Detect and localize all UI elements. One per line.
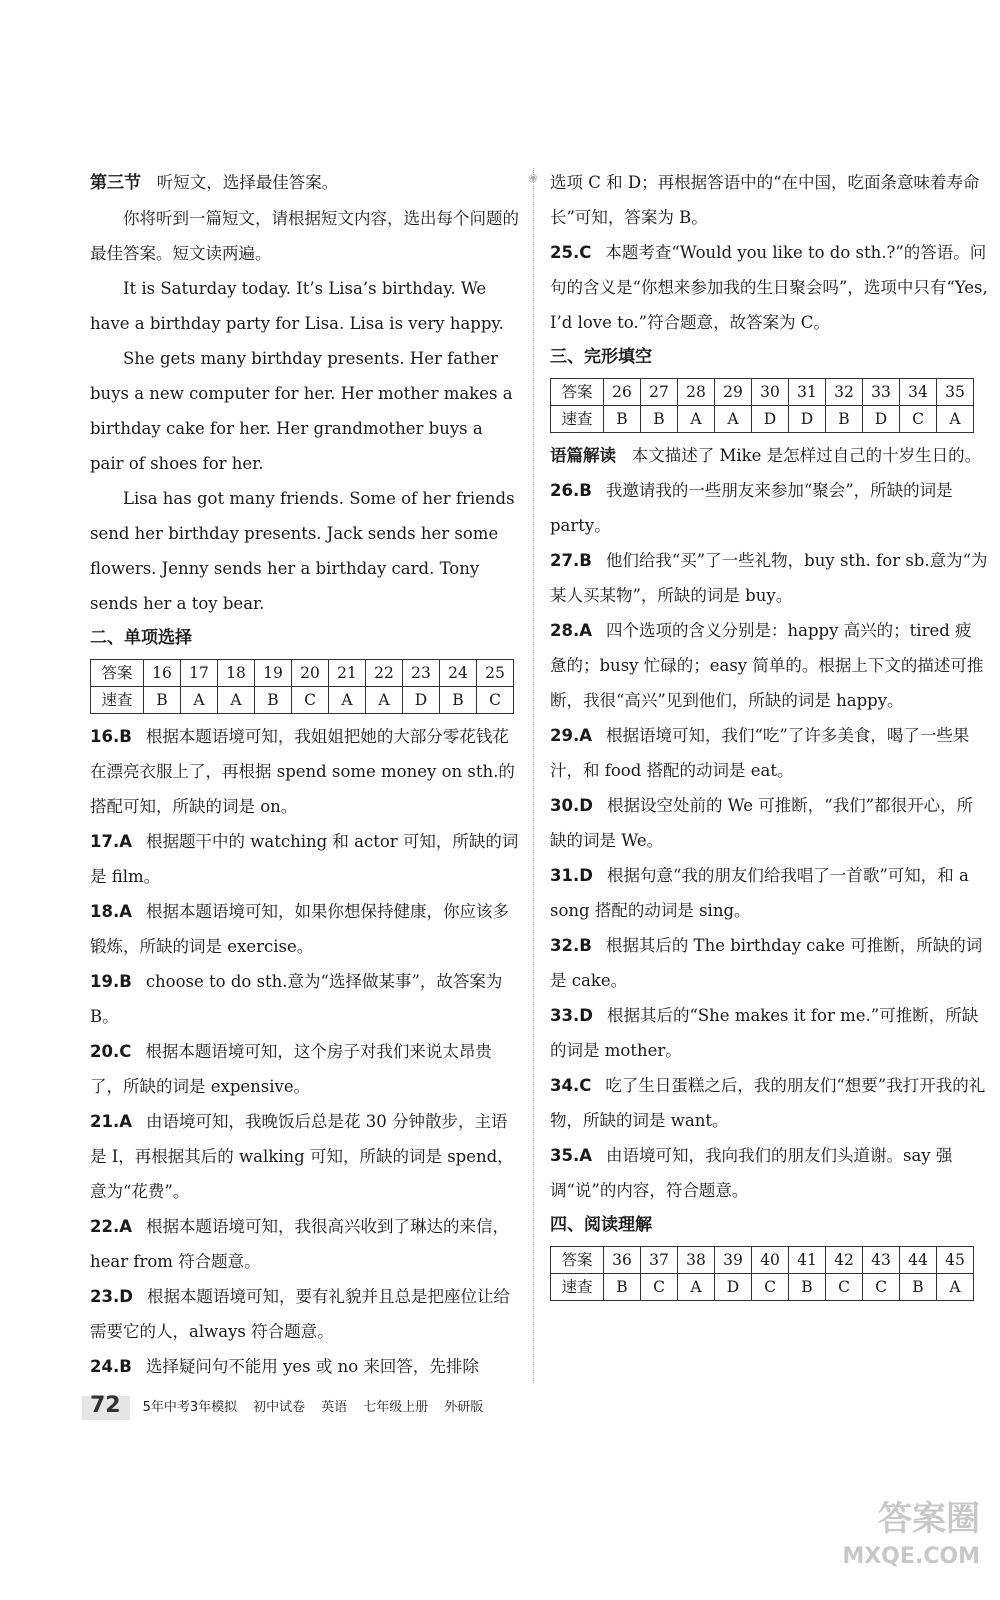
item-text: choose to do sth.意为“选择做某事”，故答案为 B。 xyxy=(90,972,503,1026)
footer-subject: 英语 xyxy=(321,1400,348,1415)
item-text: 根据本题语境可知，我姐姐把她的大部分零花钱花在漂亮衣服上了，再根据 spend some money on sth.的搭配可知，所缺的词是 on。 xyxy=(90,727,515,816)
passage-paragraph-1: It is Saturday today. It’s Lisa’s birthday. We have a birthday party for Lisa. Lisa is very happy. xyxy=(90,279,504,333)
table-header: 答案 xyxy=(551,1247,604,1274)
table-cell: A xyxy=(678,1274,715,1301)
table-cell: 25 xyxy=(477,660,514,687)
table-cell: 34 xyxy=(900,379,937,406)
table-cell: C xyxy=(900,406,937,433)
table-cell: 30 xyxy=(752,379,789,406)
answer-table-part4 xyxy=(550,1246,974,1301)
table-cell: 32 xyxy=(826,379,863,406)
table-cell: 24 xyxy=(440,660,477,687)
table-cell: A xyxy=(329,687,366,714)
item-text: 他们给我“买”了一些礼物，buy sth. for sb.意为“为某人买某物”，所缺的词是 buy。 xyxy=(550,551,988,605)
footer-series: 5年中考3年模拟 xyxy=(142,1400,238,1415)
table-cell: 39 xyxy=(715,1247,752,1274)
answer-item xyxy=(550,788,988,858)
answer-item xyxy=(550,1138,988,1208)
table-cell: 21 xyxy=(329,660,366,687)
table-cell: B xyxy=(144,687,181,714)
table-cell: A xyxy=(218,687,255,714)
table-cell: C xyxy=(826,1274,863,1301)
item-text: 由语境可知，我晚饭后总是花 30 分钟散步，主语是 I，再根据其后的 walking 可知，所缺的词是 spend，意为“花费”。 xyxy=(90,1112,514,1201)
section3-header xyxy=(90,165,520,201)
part4-title: 四、阅读理解 xyxy=(550,1215,652,1235)
table-cell: B xyxy=(440,687,477,714)
table-cell: 22 xyxy=(366,660,403,687)
table-cell: 33 xyxy=(863,379,900,406)
table-cell: D xyxy=(403,687,440,714)
table-cell: 28 xyxy=(678,379,715,406)
answer-item xyxy=(90,1279,520,1349)
table-cell: 40 xyxy=(752,1247,789,1274)
item-number: 22.A xyxy=(90,1217,132,1236)
table-cell: 31 xyxy=(789,379,826,406)
answer-item xyxy=(550,858,988,928)
table-cell: B xyxy=(255,687,292,714)
passage-paragraph-2: She gets many birthday presents. Her father buys a new computer for her. Her mother makes a birthday cake for her. Her grandmother buys a pair of shoes for her. xyxy=(90,349,513,473)
answer-item xyxy=(90,1209,520,1279)
table-cell: 45 xyxy=(937,1247,974,1274)
table-cell: A xyxy=(678,406,715,433)
answer-item xyxy=(550,718,988,788)
answer-item xyxy=(550,998,988,1068)
answer-table-part3 xyxy=(550,378,974,433)
table-cell: 36 xyxy=(604,1247,641,1274)
item-text: 本题考查“Would you like to do sth.?”的答语。问句的含义是“你想来参加我的生日聚会吗”，选项中只有“Yes, I’d love to.”符合题意，故答案为 C。 xyxy=(550,243,988,332)
table-cell: A xyxy=(366,687,403,714)
item-number: 18.A xyxy=(90,902,132,921)
table-cell: 18 xyxy=(218,660,255,687)
table-cell: 23 xyxy=(403,660,440,687)
item-text: 根据句意“我的朋友们给我唱了一首歌”可知，和 a song 搭配的动词是 sing。 xyxy=(550,866,969,920)
divider-ornament-icon: ❀ xyxy=(527,171,539,185)
continued-text: 选项 C 和 D；再根据答语中的“在中国，吃面条意味着寿命长”可知，答案为 B。 xyxy=(550,173,980,227)
item-text: 吃了生日蛋糕之后，我的朋友们“想要”我打开我的礼物，所缺的词是 want。 xyxy=(550,1076,986,1130)
item-text: 根据本题语境可知，我很高兴收到了琳达的来信，hear from 符合题意。 xyxy=(90,1217,509,1271)
part3-title: 三、完形填空 xyxy=(550,347,652,367)
item-number: 16.B xyxy=(90,727,132,746)
table-cell: B xyxy=(900,1274,937,1301)
item-number: 20.C xyxy=(90,1042,132,1061)
table-cell: 44 xyxy=(900,1247,937,1274)
table-header: 答案 xyxy=(551,379,604,406)
left-column xyxy=(90,165,520,1384)
table-cell: 27 xyxy=(641,379,678,406)
answer-item xyxy=(90,1349,520,1384)
table-cell: A xyxy=(715,406,752,433)
item-number: 31.D xyxy=(550,866,593,885)
table-cell: 41 xyxy=(789,1247,826,1274)
table-cell: 38 xyxy=(678,1247,715,1274)
answer-item xyxy=(90,719,520,824)
item-number: 23.D xyxy=(90,1287,133,1306)
watermark-url: MXQE.COM xyxy=(842,1544,980,1569)
item-number: 17.A xyxy=(90,832,132,851)
item-text: 根据语境可知，我们“吃”了许多美食，喝了一些果汁，和 food 搭配的动词是 eat。 xyxy=(550,726,970,780)
item-text: 根据本题语境可知，如果你想保持健康，你应该多锻炼，所缺的词是 exercise。 xyxy=(90,902,509,956)
table-cell: 20 xyxy=(292,660,329,687)
answer-item xyxy=(550,235,988,340)
item-text: 根据其后的“She makes it for me.”可推断，所缺的词是 mother。 xyxy=(550,1006,979,1060)
item-text: 选择疑问句不能用 yes 或 no 来回答，先排除 xyxy=(145,1357,479,1376)
table-cell: B xyxy=(641,406,678,433)
watermark-logo xyxy=(842,1500,980,1576)
item-number: 32.B xyxy=(550,936,592,955)
answer-item xyxy=(550,928,988,998)
table-header: 速查 xyxy=(551,406,604,433)
answer-item xyxy=(90,894,520,964)
right-column xyxy=(550,165,988,1306)
table-cell: B xyxy=(604,1274,641,1301)
item-number: 35.A xyxy=(550,1146,592,1165)
answer-item xyxy=(90,1034,520,1104)
table-cell: 26 xyxy=(604,379,641,406)
table-cell: 17 xyxy=(181,660,218,687)
table-cell: 37 xyxy=(641,1247,678,1274)
table-cell: D xyxy=(715,1274,752,1301)
section3-text: 听短文，选择最佳答案。 xyxy=(156,173,339,192)
item-number: 25.C xyxy=(550,243,592,262)
item-text: 四个选项的含义分别是：happy 高兴的；tired 疲惫的；busy 忙碌的；easy 简单的。根据上下文的描述可推断，我很“高兴”见到他们，所缺的词是 happy。 xyxy=(550,621,984,710)
item-number: 27.B xyxy=(550,551,592,570)
section3-instruction: 你将听到一篇短文，请根据短文内容，选出每个问题的最佳答案。短文读两遍。 xyxy=(90,209,519,263)
footer-edition: 外研版 xyxy=(444,1400,484,1415)
item-number: 24.B xyxy=(90,1357,132,1376)
page-footer xyxy=(90,1393,499,1418)
answer-table-part2 xyxy=(90,659,514,714)
table-cell: B xyxy=(789,1274,826,1301)
table-cell: B xyxy=(826,406,863,433)
table-cell: C xyxy=(641,1274,678,1301)
item-number: 34.C xyxy=(550,1076,592,1095)
table-cell: D xyxy=(863,406,900,433)
passage-paragraph-3: Lisa has got many friends. Some of her friends send her birthday presents. Jack sends her some flowers. Jenny sends her a birthday card. Tony sends her a toy bear. xyxy=(90,489,515,613)
answer-item xyxy=(550,543,988,613)
item-text: 根据其后的 The birthday cake 可推断，所缺的词是 cake。 xyxy=(550,936,983,990)
item-text: 根据本题语境可知，要有礼貌并且总是把座位让给需要它的人，always 符合题意。 xyxy=(90,1287,510,1341)
answer-item xyxy=(90,824,520,894)
page-number: 72 xyxy=(90,1393,121,1418)
item-number: 28.A xyxy=(550,621,592,640)
passage-analysis xyxy=(550,438,988,473)
item-number: 29.A xyxy=(550,726,592,745)
table-cell: C xyxy=(477,687,514,714)
item-number: 21.A xyxy=(90,1112,132,1131)
item-text: 我邀请我的一些朋友来参加“聚会”，所缺的词是 party。 xyxy=(550,481,953,535)
watermark-text: 答案圈 xyxy=(878,1499,980,1539)
column-divider xyxy=(533,168,534,1383)
item-text: 根据本题语境可知，这个房子对我们来说太昂贵了，所缺的词是 expensive。 xyxy=(90,1042,492,1096)
section3-title: 第三节 xyxy=(90,173,141,193)
item-number: 19.B xyxy=(90,972,132,991)
table-cell: 43 xyxy=(863,1247,900,1274)
item-number: 30.D xyxy=(550,796,593,815)
table-header: 答案 xyxy=(91,660,144,687)
item-number: 26.B xyxy=(550,481,592,500)
answer-item xyxy=(90,1104,520,1209)
table-cell: 16 xyxy=(144,660,181,687)
table-cell: 42 xyxy=(826,1247,863,1274)
table-cell: C xyxy=(863,1274,900,1301)
footer-type: 初中试卷 xyxy=(253,1400,306,1415)
table-cell: D xyxy=(752,406,789,433)
item-number: 33.D xyxy=(550,1006,593,1025)
item-text: 由语境可知，我向我们的朋友们头道谢。say 强调“说”的内容，符合题意。 xyxy=(550,1146,953,1200)
table-header: 速查 xyxy=(551,1274,604,1301)
answer-item xyxy=(550,473,988,543)
table-cell: B xyxy=(604,406,641,433)
item-text: 根据设空处前的 We 可推断，“我们”都很开心，所缺的词是 We。 xyxy=(550,796,974,850)
table-cell: 19 xyxy=(255,660,292,687)
table-cell: A xyxy=(937,1274,974,1301)
table-cell: C xyxy=(292,687,329,714)
part2-title: 二、单项选择 xyxy=(90,628,192,648)
table-cell: A xyxy=(181,687,218,714)
table-cell: A xyxy=(937,406,974,433)
table-cell: C xyxy=(752,1274,789,1301)
table-cell: 35 xyxy=(937,379,974,406)
table-cell: 29 xyxy=(715,379,752,406)
answer-item xyxy=(550,613,988,718)
item-text: 根据题干中的 watching 和 actor 可知，所缺的词是 film。 xyxy=(90,832,519,886)
answer-item xyxy=(90,964,520,1034)
analysis-text: 本文描述了 Mike 是怎样过自己的十岁生日的。 xyxy=(631,446,982,465)
footer-grade: 七年级上册 xyxy=(363,1400,429,1415)
analysis-label: 语篇解读 xyxy=(550,446,616,465)
table-header: 速查 xyxy=(91,687,144,714)
answer-item xyxy=(550,1068,988,1138)
table-cell: D xyxy=(789,406,826,433)
